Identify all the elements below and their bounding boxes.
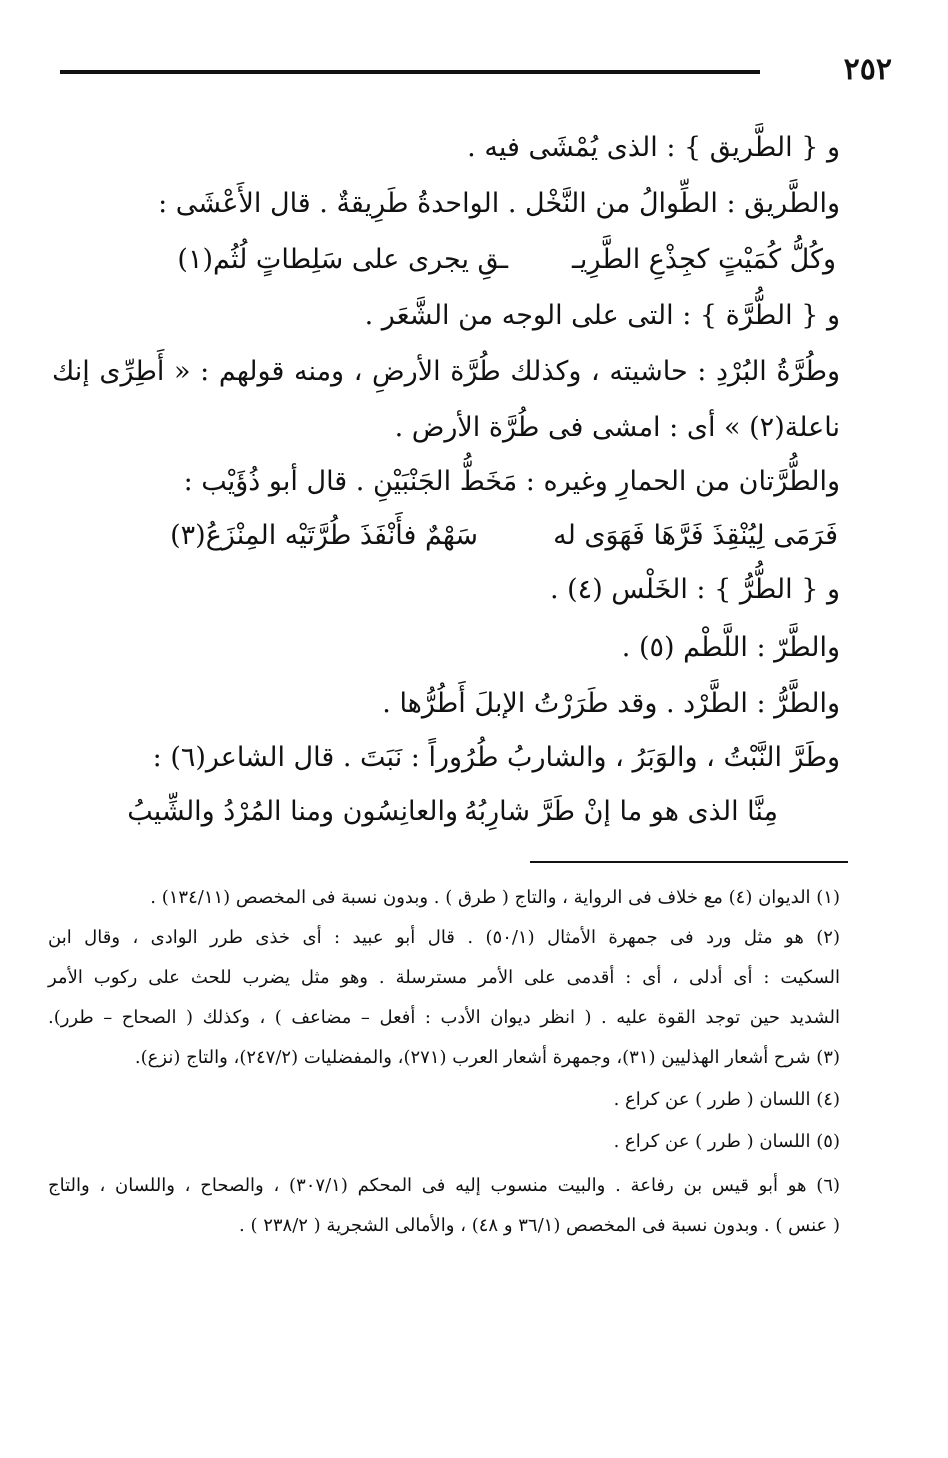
body-line-7: و { الطُّرُّ } : الخَلْس (٤) . (549, 574, 840, 605)
body-line-2: والطَّريق : الطِّوالُ من النَّخْل . الواحدةُ طَرِيقةٌ . قال الأَعْشَى : (158, 188, 840, 219)
footnote-6-line-1: (٦) هو أبو قيس بن رفاعة . والبيت منسوب إليه فى المحكم (٣٠٧/١) ، والصحاح ، واللسان ، والتاج (48, 1175, 841, 1196)
footnote-6-line-2: ( عنس ) . وبدون نسبة فى المخصص (٣٦/١ و ٤٨) ، والأمالى الشجرية ( ٢٣٨/٢ ) . (239, 1215, 840, 1236)
verse-1-second-hemistich: ـقِ يجرى على سَلِطاتٍ لُثُم(١) (177, 244, 508, 275)
body-line-3: و { الطُّرَّة } : التى على الوجه من الشَّعَر . (364, 300, 840, 331)
footnote-rule (530, 861, 848, 863)
footnote-3: (٣) شرح أشعار الهذليين (٣١)، وجمهرة أشعار العرب (٢٧١)، والمفضليات (٢٤٧/٢)، والتاج (نزع). (134, 1047, 840, 1068)
verse-1-first-hemistich: وكُلُّ كُمَيْتٍ كجِذْعِ الطَّرِيـ (572, 244, 836, 275)
body-line-6: والطُّرَّتان من الحمارِ وغيره : مَخَطُّ الجَنْبَيْنِ . قال أبو ذُؤَيْب : (183, 466, 840, 497)
footnote-1: (١) الديوان (٤) مع خلاف فى الرواية ، والتاج ( طرق ) . وبدون نسبة فى المخصص (١٣٤/١١) . (150, 887, 840, 908)
verse-3-first-hemistich: مِنَّا الذى هو ما إنْ طَرَّ شارِبُهُ (464, 796, 778, 827)
header-rule (60, 70, 760, 74)
body-line-5: ناعلة(٢) » أى : امشى فى طُرَّة الأرض . (394, 412, 840, 443)
footnote-2-line-3: الشديد حين توجد القوة عليه . ( انظر ديوان الأدب : أفعل – مضاعف ) ، وكذلك ( الصحاح – طرر). (48, 1007, 840, 1028)
body-line-1: و { الطَّريق } : الذى يُمْشَى فيه . (467, 132, 840, 163)
footnote-2-line-1: (٢) هو مثل ورد فى جمهرة الأمثال (٥٠/١) . قال أبو عبيد : أى خذى طرر الوادى ، وقال ابن (48, 927, 840, 948)
verse-2-first-hemistich: فَرَمَى لِيُنْقِذَ فَرَّهَا فَهَوَى له (553, 520, 838, 551)
body-line-9: والطَّرُّ : الطَّرْد . وقد طَرَرْتُ الإبلَ أَطُرُّها . (382, 688, 840, 719)
verse-3-second-hemistich: والعانِسُون ومنا المُرْدُ والشِّيبُ (127, 796, 458, 827)
footnote-4: (٤) اللسان ( طرر ) عن كراع . (613, 1089, 840, 1110)
footnote-5: (٥) اللسان ( طرر ) عن كراع . (613, 1131, 840, 1152)
footnote-2-line-2: السكيت : أى أدلى ، أى : أقدمى على الأمر مسترسلة . وهو مثل يضرب للحث على ركوب الأمر (48, 967, 840, 988)
body-line-4: وطُرَّةُ البُرْدِ : حاشيته ، وكذلك طُرَّة الأرضِ ، ومنه قولهم : « أَطِرِّى إنك (52, 356, 840, 387)
body-line-8: والطَّرّ : اللَّطْم (٥) . (621, 632, 840, 663)
body-line-10: وطَرَّ النَّبْتُ ، والوَبَرُ ، والشاربُ طُرُوراً : نَبَتَ . قال الشاعر(٦) : (152, 742, 840, 773)
verse-2-second-hemistich: سَهْمٌ فأَنْفَذَ طُرَّتَيْه المِنْزَعُ(٣) (170, 520, 478, 551)
page-number: ٢٥٢ (843, 52, 892, 87)
